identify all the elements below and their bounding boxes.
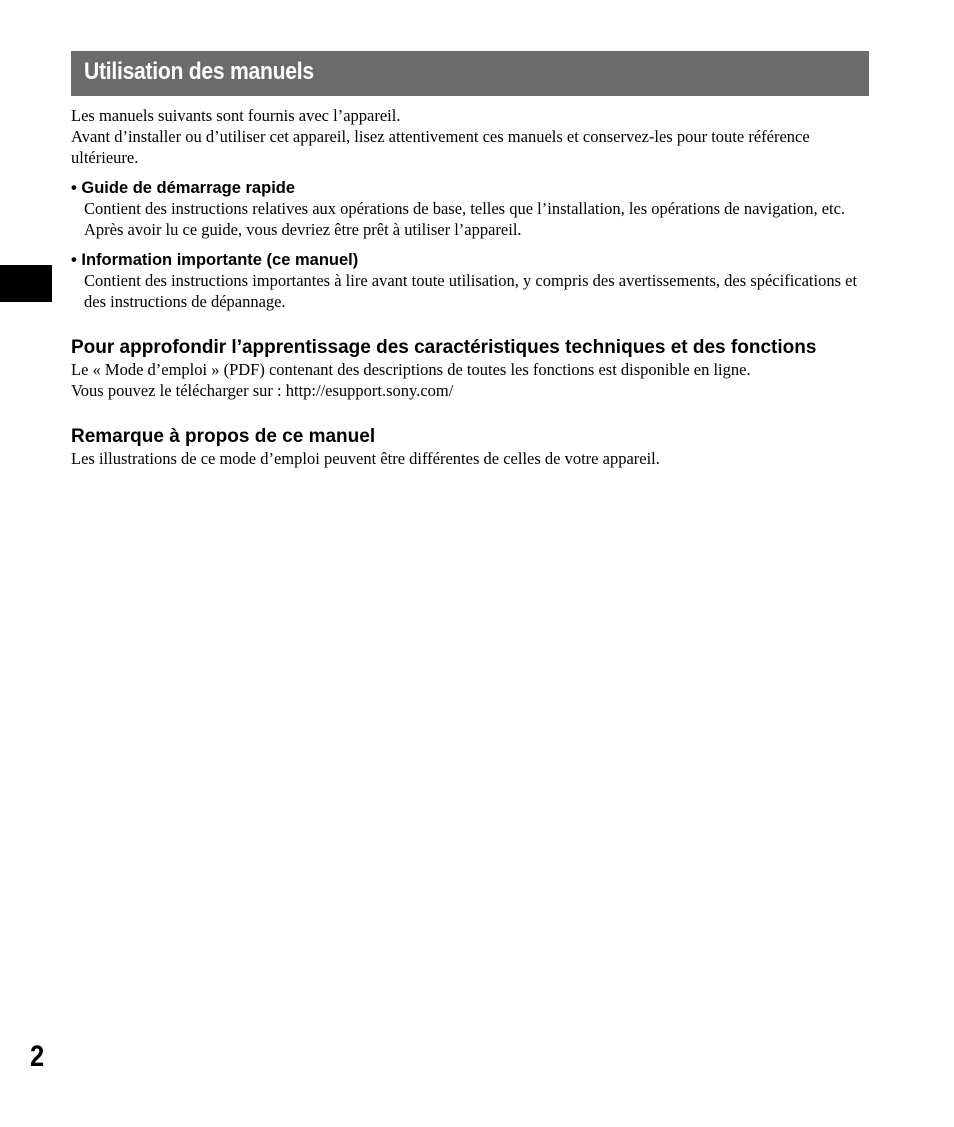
bullet-title-row [71,178,871,198]
section-line-1: Le « Mode d’emploi » (PDF) contenant des descriptions de toutes les fonctions est disponible en ligne. [71,360,751,379]
section-line-1: Les illustrations de ce mode d’emploi peuvent être différentes de celles de votre appareil. [71,449,660,468]
intro-block [71,105,871,168]
section-note [71,426,871,469]
section-heading: Pour approfondir l’apprentissage des caractéristiques techniques et des fonctions [71,337,817,358]
bullet-title-row [71,250,871,270]
bullet-body-line-1: Contient des instructions relatives aux opérations de base, telles que l’installation, les opérations de navigation, etc. [84,199,846,218]
section-heading: Remarque à propos de ce manuel [71,426,376,447]
page-title: Utilisation des manuels [84,58,314,85]
section-more-info [71,337,871,401]
bullet-icon: • [71,179,77,197]
list-item [71,250,871,312]
intro-line-1: Les manuels suivants sont fournis avec l’appareil. [71,106,401,125]
side-tab-marker [0,265,52,302]
bullet-body [71,270,871,312]
bullet-title: Guide de démarrage rapide [81,179,296,197]
list-item [71,178,871,240]
bullet-body-line-1: Contient des instructions importantes à lire avant toute utilisation, y compris des avertissements, des spécifications et des instructions de dépannage. [84,271,858,311]
page-number: 2 [30,1040,45,1073]
section-header-bar [71,51,869,96]
bullet-title: Information importante (ce manuel) [81,251,359,269]
bullet-body [71,198,871,240]
bullet-body-line-2: Après avoir lu ce guide, vous devriez être prêt à utiliser l’appareil. [84,220,522,239]
bullet-icon: • [71,251,77,269]
intro-line-2: Avant d’installer ou d’utiliser cet appareil, lisez attentivement ces manuels et conservez-les pour toute référence ultérieure. [71,127,810,167]
section-line-2: Vous pouvez le télécharger sur : http://esupport.sony.com/ [71,381,454,400]
main-content [71,105,871,469]
